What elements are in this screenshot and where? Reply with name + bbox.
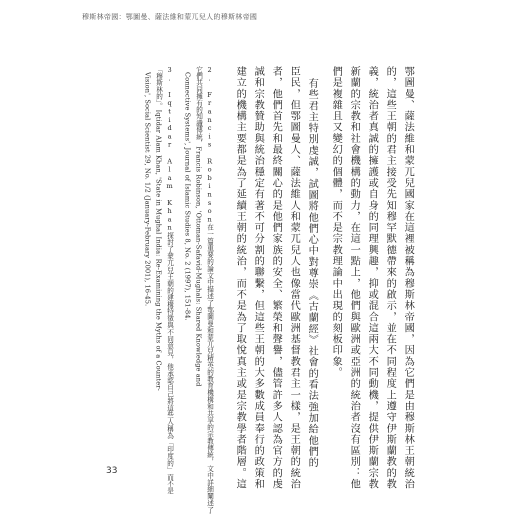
body-column-6: 有些君主特別虔誠，試圖將他們心中對尊崇《古蘭經》社會的看法強加給他們的 — [306, 78, 318, 469]
footnote-2-line-3: Connective Systems', Journal of Islamic Studies 8, No. 2 (1997), 151-84. — [183, 72, 192, 321]
body-column-8: 者，他們首先和最終關心的是他們家族的安全、繁榮和聲譽，儘管許多人認為官方的虔 — [270, 66, 282, 490]
page-number: 33 — [106, 466, 118, 476]
body-column-9: 誠和宗教贊助與統治穩定有著不可分割的聯繫，但這些王朝的大多數成員奉行的政策和 — [252, 66, 264, 490]
body-column-2: 的，這些王朝的君主接受先知穆罕默德帶來的啟示，並在不同程度上遵守伊斯蘭教的教 — [384, 66, 396, 490]
body-column-4: 新蘭的宗教和社會機構的動力，在這一點上，他們與歐洲或亞洲的統治者沒有區別：他 — [348, 66, 360, 490]
body-column-7: 臣民，但鄂圖曼人、薩法維人和蒙兀兒人也像當代歐洲基督教君主一樣，是王朝的統治 — [288, 66, 300, 490]
footnote-2-line-1: 2. Francis Robinson在一篇重要的論文中描述了鄂圖曼和蒙兀兒精英的教育機構和共享的宗教傳統，文中詳細闡述了 — [205, 66, 214, 514]
running-header: 穆斯林帝國：鄂圖曼、薩法維和蒙兀兒人的穆斯林帝國 — [82, 13, 258, 21]
footnote-3-line-2: 「穆斯林的」。Iqtidar Alam Khan, 'State in Mughal India: Re-Examining the Myths of a Counter- — [154, 66, 163, 391]
body-column-3: 義，統治者真誠的擁護或自身的同理興趣，抑或混合這兩大不同動機，提供伊斯蘭宗教 — [366, 66, 378, 490]
footnote-3-line-3: Vision', Social Scientist 29, No. 1/2 (January-February 2001), 16-45. — [143, 72, 152, 307]
body-column-5: 們是複雜且又變幻的個體，而不是宗教理論中出現的刻板印象。 — [330, 66, 342, 379]
footnote-3-line-1: 3. Iqtidar Alam Khan探討了蒙兀兒王朝的建構特徵與不同意見，他承認自己將這些人稱為「印度的」而不是 — [165, 66, 174, 495]
footnote-2-line-2: 它們共同擁有的知識傳統，Francis Robinson, 'Ottoman-Safavid-Mughals: Shared Knowledge and — [194, 66, 203, 387]
body-column-1: 鄂圖曼、薩法維和蒙兀兒國家在這裡被稱為穆斯林帝國，因為它們是由穆斯林王朝統治 — [402, 66, 414, 490]
body-column-10: 建立的機構主要都是為了延續王朝的統治，而不是為了取悅真主或是宗教學者階層。這 — [234, 66, 246, 490]
